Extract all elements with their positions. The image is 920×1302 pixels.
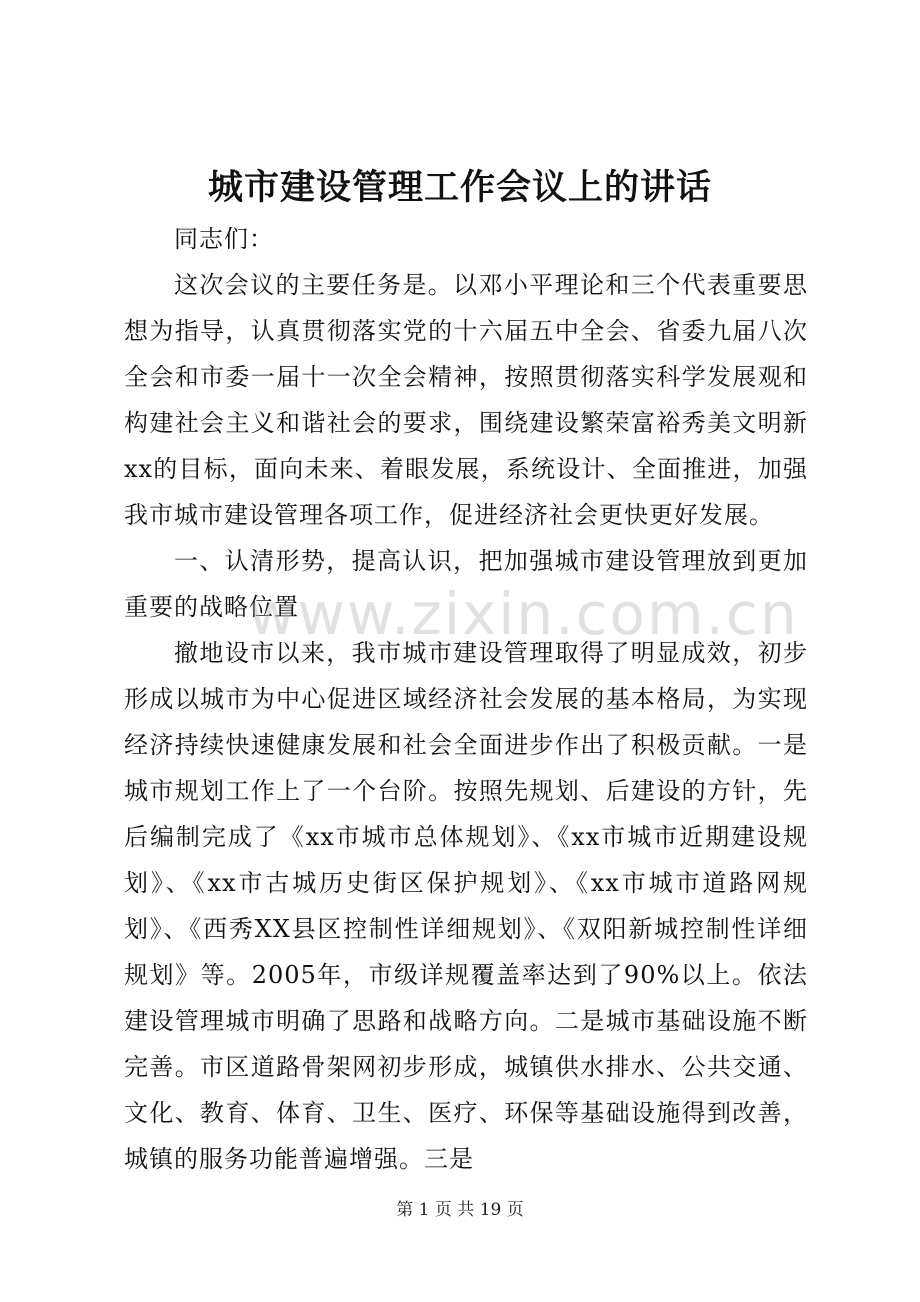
page-number-footer: 第 1 页 共 19 页 — [396, 1200, 524, 1220]
document-body — [124, 216, 808, 1182]
section-heading-1: 一、认清形势，提高认识，把加强城市建设管理放到更加重要的战略位置 — [124, 547, 808, 621]
watermark: www.zixin.com.cn — [248, 580, 799, 648]
salutation: 同志们： — [174, 225, 274, 253]
document-title: 城市建设管理工作会议上的讲话 — [207, 168, 712, 208]
paragraph-achievements: 撤地设市以来，我市城市建设管理取得了明显成效，初步形成以城市为中心促进区域经济社会发展的基本格局，为实现经济持续快速健康发展和社会全面进步作出了积极贡献。一是城市规划工作上了一个台阶。按照先规划、后建设的方针，先后编制完成了《xx市城市总体规划》、《xx市城市近期建设规划》、《xx市古城历史街区保护规划》、《xx市城市道路网规划》、《西秀XX县区控制性详细规划》、《双阳新城控制性详细规划》等。2005年，市级详规覆盖率达到了90%以上。依法建设管理城市明确了思路和战略方向。二是城市基础设施不断完善。市区道路骨架网初步形成，城镇供水排水、公共交通、文化、教育、体育、卫生、医疗、环保等基础设施得到改善，城镇的服务功能普遍增强。三是 — [124, 639, 808, 1173]
paragraph-intro: 这次会议的主要任务是。以邓小平理论和三个代表重要思想为指导，认真贯彻落实党的十六届五中全会、省委九届八次全会和市委一届十一次全会精神，按照贯彻落实科学发展观和构建社会主义和谐社会的要求，围绕建设繁荣富裕秀美文明新xx的目标，面向未来、着眼发展，系统设计、全面推进，加强我市城市建设管理各项工作，促进经济社会更快更好发展。 — [124, 271, 808, 529]
